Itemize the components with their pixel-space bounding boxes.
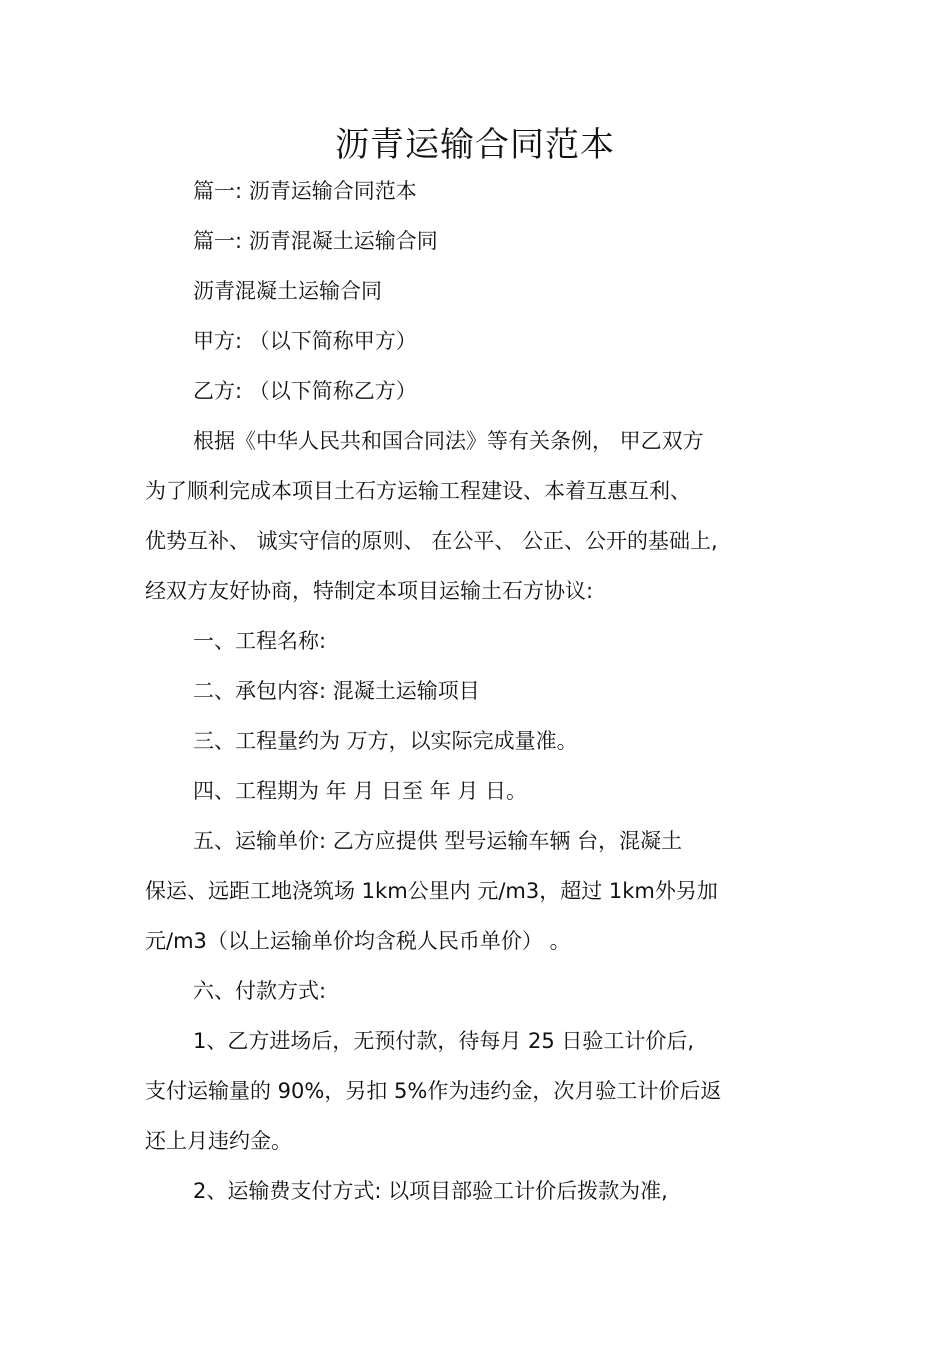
clause-5-price-line-2: 保运、远距工地浇筑场 1km公里内 元/m3，超过 1km外另加 (145, 879, 718, 903)
party-a-line: 甲方: （以下简称甲方） (193, 329, 417, 353)
document-title: 沥青运输合同范本 (335, 125, 615, 165)
preamble-line-3: 优势互补、 诚实守信的原则、 在公平、 公正、公开的基础上, (145, 529, 718, 553)
clause-6-payment: 六、付款方式: (193, 979, 327, 1003)
payment-item-1-line-2: 支付运输量的 90%，另扣 5%作为违约金，次月验工计价后返 (145, 1079, 722, 1103)
section-heading-1: 篇一: 沥青运输合同范本 (193, 179, 417, 203)
payment-item-2: 2、运输费支付方式: 以项目部验工计价后拨款为准, (193, 1179, 668, 1203)
payment-item-1-line-3: 还上月违约金。 (145, 1129, 292, 1153)
clause-1-project-name: 一、工程名称: (193, 629, 327, 653)
clause-2-scope: 二、承包内容: 混凝土运输项目 (193, 679, 480, 703)
clause-3-quantity: 三、工程量约为 万方，以实际完成量准。 (193, 729, 578, 753)
preamble-line-1: 根据《中华人民共和国合同法》等有关条例， 甲乙双方 (193, 429, 704, 453)
payment-item-1-line-1: 1、乙方进场后，无预付款，待每月 25 日验工计价后, (193, 1029, 695, 1053)
party-b-line: 乙方: （以下简称乙方） (193, 379, 417, 403)
preamble-line-2: 为了顺利完成本项目土石方运输工程建设、本着互惠互利、 (145, 479, 691, 503)
section-heading-2: 篇一: 沥青混凝土运输合同 (193, 229, 438, 253)
clause-4-period: 四、工程期为 年 月 日至 年 月 日。 (193, 779, 528, 803)
preamble-line-4: 经双方友好协商，特制定本项目运输土石方协议: (145, 579, 594, 603)
clause-5-price-line-1: 五、运输单价: 乙方应提供 型号运输车辆 台，混凝土 (193, 829, 683, 853)
clause-5-price-line-3: 元/m3（以上运输单价均含税人民币单价） 。 (145, 929, 571, 953)
contract-name: 沥青混凝土运输合同 (193, 279, 382, 303)
